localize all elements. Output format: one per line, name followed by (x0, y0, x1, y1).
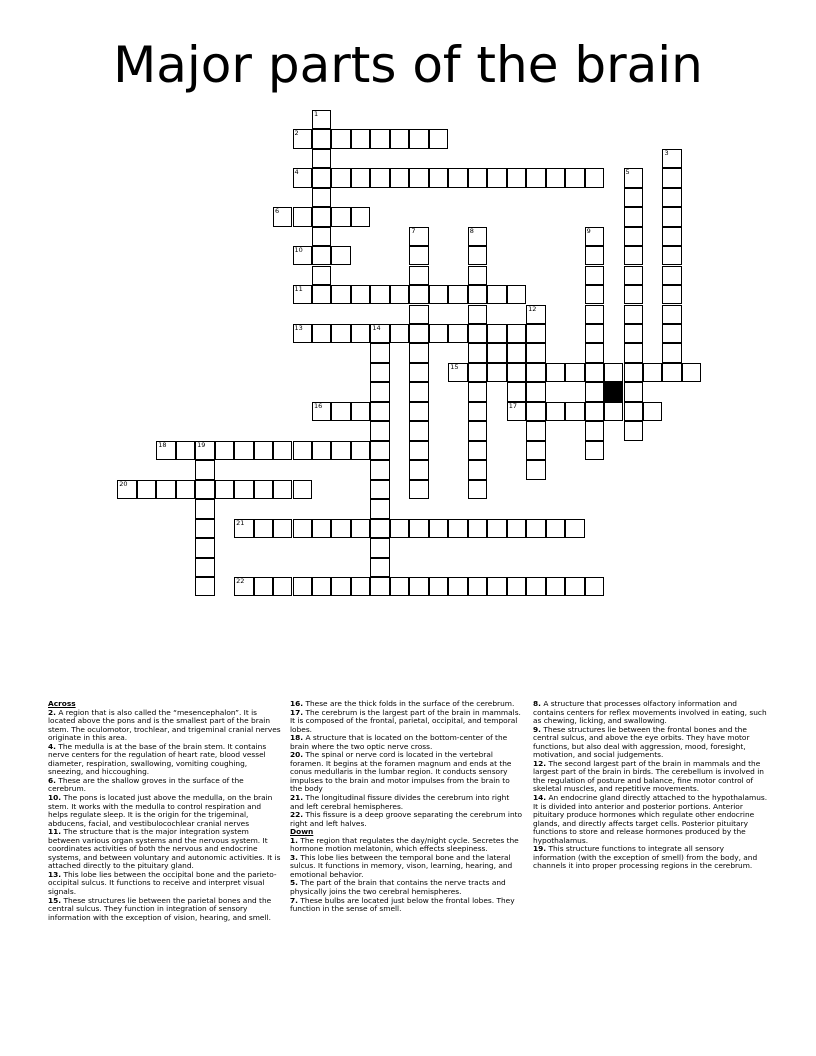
grid-cell[interactable] (331, 168, 350, 187)
grid-cell[interactable] (487, 343, 506, 362)
grid-cell[interactable] (331, 207, 350, 226)
clue-down-7: 7. These bulbs are located just below the frontal lobes. They function in the sense of smell. (290, 895, 515, 914)
grid-cell[interactable] (331, 324, 350, 343)
grid-cell[interactable] (370, 519, 389, 538)
clue-down-1: 1. The region that regulates the day/night cycle. Secretes the hormone motion melatonin, which effects sleepiness. (290, 835, 519, 854)
grid-cell[interactable] (273, 519, 292, 538)
grid-cell[interactable] (585, 266, 604, 285)
cell-number: 21 (236, 518, 245, 527)
grid-cell[interactable] (624, 207, 643, 226)
grid-cell[interactable] (468, 577, 487, 596)
grid-cell[interactable] (331, 519, 350, 538)
grid-cell[interactable] (293, 129, 312, 148)
grid-cell[interactable] (370, 558, 389, 577)
grid-cell[interactable] (370, 577, 389, 596)
cell-number: 17 (508, 401, 517, 410)
grid-cell[interactable] (176, 480, 195, 499)
grid-cell[interactable] (468, 285, 487, 304)
grid-cell[interactable] (624, 168, 643, 187)
grid-cell[interactable] (624, 324, 643, 343)
grid-cell[interactable] (351, 207, 370, 226)
grid-cell[interactable] (468, 324, 487, 343)
grid-cell[interactable] (234, 480, 253, 499)
grid-cell[interactable] (448, 363, 467, 382)
across-header: Across (48, 699, 76, 708)
cell-number: 8 (469, 226, 474, 235)
grid-cell[interactable] (273, 441, 292, 460)
grid-cell[interactable] (585, 363, 604, 382)
grid-cell[interactable] (370, 402, 389, 421)
grid-cell[interactable] (195, 558, 214, 577)
grid-cell[interactable] (370, 499, 389, 518)
clue-across-17: 17. The cerebrum is the largest part of the brain in mammals. It is composed of the frontal, parietal, occipital, and temporal lobes. (290, 707, 521, 734)
grid-cell[interactable] (526, 441, 545, 460)
grid-cell[interactable] (331, 441, 350, 460)
clue-down-14: 14. An endocrine gland directly attached to the hypothalamus. It is divided into anterior and posterior portions. Anterior pituitary produce hormones which regulate other endocrine glands, and directly affects target cells. Posterior pituitary functions to store and release hormones produced by the hypothalamus. (533, 793, 768, 845)
grid-cell[interactable] (351, 441, 370, 460)
grid-cell[interactable] (312, 168, 331, 187)
grid-cell[interactable] (585, 343, 604, 362)
grid-cell[interactable] (195, 499, 214, 518)
grid-cell[interactable] (565, 363, 584, 382)
grid-cell[interactable] (624, 421, 643, 440)
grid-cell[interactable] (662, 363, 681, 382)
grid-cell[interactable] (409, 305, 428, 324)
grid-cell[interactable] (390, 168, 409, 187)
grid-cell[interactable] (624, 188, 643, 207)
clue-down-12: 12. The second largest part of the brain in mammals and the largest part of the brain in birds. The cerebellum is involved in the regulation of posture and balance, fine motor control of skeletal muscles, and repetitive movements. (533, 758, 764, 794)
grid-cell[interactable] (662, 168, 681, 187)
grid-cell[interactable] (448, 577, 467, 596)
grid-cell[interactable] (468, 305, 487, 324)
grid-cell[interactable] (468, 343, 487, 362)
grid-cell[interactable] (370, 324, 389, 343)
grid-cell[interactable] (682, 363, 701, 382)
grid-cell[interactable] (234, 577, 253, 596)
cell-number: 9 (586, 226, 591, 235)
grid-cell[interactable] (254, 577, 273, 596)
grid-cell[interactable] (409, 227, 428, 246)
grid-cell[interactable] (662, 207, 681, 226)
grid-cell[interactable] (293, 246, 312, 265)
grid-cell[interactable] (507, 402, 526, 421)
grid-cell[interactable] (468, 460, 487, 479)
grid-cell[interactable] (429, 519, 448, 538)
grid-cell[interactable] (585, 305, 604, 324)
grid-cell[interactable] (624, 305, 643, 324)
grid-cell[interactable] (195, 441, 214, 460)
grid-cell[interactable] (507, 519, 526, 538)
grid-cell[interactable] (234, 441, 253, 460)
grid-cell[interactable] (585, 382, 604, 401)
grid-cell[interactable] (273, 480, 292, 499)
grid-cell[interactable] (137, 480, 156, 499)
grid-cell[interactable] (312, 188, 331, 207)
grid-cell[interactable] (624, 266, 643, 285)
clue-across-18: 18. A structure that is located on the bottom-center of the brain where the two optic nerve cross. (290, 733, 508, 751)
grid-cell[interactable] (409, 266, 428, 285)
grid-cell[interactable] (370, 460, 389, 479)
grid-cell[interactable] (195, 538, 214, 557)
clue-across-16: 16. These are the thick folds in the surface of the cerebrum. (290, 699, 515, 708)
clue-across-2: 2. A region that is also called the “mesencephalon”. It is located above the pons and is the smallest part of the brain stem. The oculomotor, trochlear, and trigeminal cranial nerves originate in this area. (48, 707, 281, 743)
grid-cell[interactable] (468, 480, 487, 499)
grid-cell[interactable] (624, 227, 643, 246)
grid-cell[interactable] (507, 363, 526, 382)
puzzle-title: Major parts of the brain (113, 36, 703, 94)
grid-cell[interactable] (409, 285, 428, 304)
down-header: Down (290, 827, 314, 837)
grid-cell[interactable] (156, 441, 175, 460)
grid-cell[interactable] (370, 363, 389, 382)
grid-cell[interactable] (370, 538, 389, 557)
grid-cell[interactable] (331, 577, 350, 596)
grid-cell[interactable] (468, 382, 487, 401)
clue-down-5: 5. The part of the brain that contains the nerve tracts and physically joins the two cerebral hemispheres. (290, 878, 506, 897)
grid-cell[interactable] (293, 441, 312, 460)
grid-cell[interactable] (468, 266, 487, 285)
grid-cell[interactable] (468, 227, 487, 246)
grid-cell[interactable] (409, 441, 428, 460)
grid-cell[interactable] (409, 246, 428, 265)
grid-cell[interactable] (526, 382, 545, 401)
grid-cell[interactable] (312, 227, 331, 246)
grid-cell[interactable] (507, 382, 526, 401)
grid-cell[interactable] (409, 363, 428, 382)
cell-number: 11 (294, 285, 303, 294)
grid-cell[interactable] (565, 168, 584, 187)
grid-cell[interactable] (526, 343, 545, 362)
grid-cell[interactable] (215, 480, 234, 499)
grid-cell[interactable] (409, 421, 428, 440)
cell-number: 22 (236, 577, 245, 586)
grid-cell[interactable] (546, 363, 565, 382)
grid-cell[interactable] (585, 285, 604, 304)
grid-cell[interactable] (370, 421, 389, 440)
grid-cell[interactable] (662, 246, 681, 265)
grid-cell[interactable] (487, 324, 506, 343)
grid-cell[interactable] (604, 363, 623, 382)
grid-cell[interactable] (624, 285, 643, 304)
clue-down-19: 19. This structure functions to integrate all sensory information (with the exception of smell) from the body, and channels it into proper processing regions in the cerebrum. (533, 844, 758, 871)
grid-cell[interactable] (351, 285, 370, 304)
grid-cell[interactable] (312, 519, 331, 538)
clues-column-1 (48, 700, 282, 922)
grid-cell[interactable] (526, 324, 545, 343)
grid-cell[interactable] (507, 324, 526, 343)
grid-cell[interactable] (293, 168, 312, 187)
cell-number: 1 (314, 109, 319, 118)
cell-number: 10 (294, 246, 303, 255)
grid-cell[interactable] (351, 324, 370, 343)
grid-cell[interactable] (429, 285, 448, 304)
grid-cell[interactable] (429, 577, 448, 596)
grid-cell[interactable] (293, 207, 312, 226)
grid-cell[interactable] (254, 480, 273, 499)
grid-cell[interactable] (273, 577, 292, 596)
grid-cell[interactable] (176, 441, 195, 460)
grid-cell[interactable] (546, 168, 565, 187)
grid-cell[interactable] (312, 246, 331, 265)
clues-column-2 (290, 700, 524, 914)
grid-cell[interactable] (624, 246, 643, 265)
grid-cell[interactable] (254, 519, 273, 538)
grid-cell[interactable] (662, 266, 681, 285)
grid-cell[interactable] (409, 382, 428, 401)
grid-cell[interactable] (487, 519, 506, 538)
grid-cell[interactable] (390, 129, 409, 148)
grid-cell[interactable] (448, 285, 467, 304)
grid-cell[interactable] (331, 129, 350, 148)
grid-cell[interactable] (312, 285, 331, 304)
grid-cell[interactable] (370, 343, 389, 362)
grid-cell[interactable] (409, 168, 428, 187)
grid-cell[interactable] (370, 168, 389, 187)
grid-cell[interactable] (468, 168, 487, 187)
grid-cell[interactable] (409, 519, 428, 538)
grid-cell[interactable] (526, 577, 545, 596)
grid-cell[interactable] (351, 129, 370, 148)
grid-cell[interactable] (215, 441, 234, 460)
grid-cell[interactable] (546, 519, 565, 538)
clue-across-22: 22. This fissure is a deep groove separating the cerebrum into right and left halves. (290, 810, 523, 828)
cell-number: 7 (411, 226, 416, 235)
grid-cell[interactable] (409, 480, 428, 499)
clue-across-11: 11. The structure that is the major integration system between various organ systems and the nervous system. It coordinates activities of both the nervous and endocrine systems, and between voluntary and autonomic activities. It is attached directly to the pituitary gland. (48, 827, 281, 871)
grid-cell[interactable] (409, 402, 428, 421)
grid-cell[interactable] (585, 168, 604, 187)
grid-cell[interactable] (195, 577, 214, 596)
grid-cell[interactable] (565, 577, 584, 596)
cell-number: 19 (197, 440, 206, 449)
cell-number: 16 (314, 401, 323, 410)
grid-cell[interactable] (351, 168, 370, 187)
grid-cell[interactable] (429, 168, 448, 187)
clue-across-10: 10. The pons is located just above the medulla, on the brain stem. It works with the medulla to control respiration and helps regulate sleep. It is the origin for the trigeminal, abducens, facial, and vestibulocochlear cranial nerves (48, 793, 273, 828)
grid-cell[interactable] (293, 324, 312, 343)
grid-cell[interactable] (331, 402, 350, 421)
grid-cell[interactable] (662, 305, 681, 324)
grid-cell[interactable] (312, 441, 331, 460)
grid-cell[interactable] (370, 441, 389, 460)
grid-cell[interactable] (370, 480, 389, 499)
grid-cell[interactable] (351, 577, 370, 596)
grid-cell[interactable] (624, 382, 643, 401)
grid-cell[interactable] (546, 402, 565, 421)
grid-cell[interactable] (662, 343, 681, 362)
cell-number: 20 (119, 479, 128, 488)
grid-cell[interactable] (351, 402, 370, 421)
grid-cell[interactable] (448, 519, 467, 538)
cell-number: 13 (294, 323, 303, 332)
grid-cell[interactable] (662, 285, 681, 304)
grid-cell[interactable] (448, 324, 467, 343)
grid-cell[interactable] (293, 285, 312, 304)
grid-cell[interactable] (565, 402, 584, 421)
cell-number: 3 (664, 148, 669, 157)
clue-across-13: 13. This lobe lies between the occipital bone and the parieto-occipital sulcus. It functions to receive and interpret visual signals. (48, 869, 277, 897)
grid-cell[interactable] (409, 129, 428, 148)
grid-cell[interactable] (585, 421, 604, 440)
grid-cell[interactable] (468, 519, 487, 538)
grid-cell[interactable] (487, 285, 506, 304)
clue-down-8: 8. A structure that processes olfactory information and contains centers for reflex movements involved in eating, such as chewing, licking, and swallowing. (533, 699, 767, 726)
grid-cell[interactable] (624, 343, 643, 362)
cell-number: 4 (294, 168, 299, 177)
grid-cell[interactable] (526, 519, 545, 538)
grid-cell[interactable] (604, 402, 623, 421)
clue-down-3: 3. This lobe lies between the temporal bone and the lateral sulcus. It functions in memory, vison, learning, hearing, and emotional behavior. (290, 852, 513, 879)
grid-cell[interactable] (312, 402, 331, 421)
grid-cell[interactable] (585, 402, 604, 421)
grid-cell[interactable] (293, 577, 312, 596)
grid-cell[interactable] (643, 363, 662, 382)
grid-cell[interactable] (526, 460, 545, 479)
grid-cell[interactable] (390, 285, 409, 304)
cell-number: 5 (625, 168, 630, 177)
grid-cell[interactable] (351, 519, 370, 538)
clue-across-21: 21. The longitudinal fissure divides the cerebrum into right and left cerebral hemispheres. (290, 793, 510, 811)
grid-cell[interactable] (468, 363, 487, 382)
grid-cell[interactable] (468, 246, 487, 265)
grid-cell[interactable] (526, 305, 545, 324)
grid-cell[interactable] (624, 402, 643, 421)
grid-cell[interactable] (507, 285, 526, 304)
grid-cell[interactable] (662, 227, 681, 246)
cell-number: 6 (275, 207, 280, 216)
grid-cell[interactable] (293, 519, 312, 538)
grid-cell[interactable] (585, 246, 604, 265)
grid-cell[interactable] (312, 324, 331, 343)
grid-cell[interactable] (117, 480, 136, 499)
grid-cell[interactable] (156, 480, 175, 499)
grid-cell[interactable] (507, 343, 526, 362)
grid-cell[interactable] (662, 324, 681, 343)
grid-cell[interactable] (370, 382, 389, 401)
grid-cell[interactable] (390, 519, 409, 538)
cell-number: 14 (372, 323, 381, 332)
grid-cell[interactable] (507, 168, 526, 187)
grid-cell[interactable] (195, 460, 214, 479)
grid-cell[interactable] (546, 577, 565, 596)
grid-cell[interactable] (585, 441, 604, 460)
black-cell (604, 382, 623, 401)
grid-cell[interactable] (312, 577, 331, 596)
grid-cell[interactable] (312, 149, 331, 168)
cell-number: 18 (158, 440, 167, 449)
grid-cell[interactable] (643, 402, 662, 421)
grid-cell[interactable] (526, 421, 545, 440)
grid-cell[interactable] (312, 129, 331, 148)
grid-cell[interactable] (312, 110, 331, 129)
grid-cell[interactable] (390, 577, 409, 596)
grid-cell[interactable] (331, 246, 350, 265)
clue-across-20: 20. The spinal or nerve cord is located in the vertebral foramen. It begins at the foramen magnum and ends at the conus medullaris in the lumbar region. It conducts sensory impulses to the brain and motor impulses from the brain to the body (290, 750, 512, 794)
clues-column-3 (533, 700, 769, 871)
grid-cell[interactable] (195, 480, 214, 499)
grid-cell[interactable] (487, 363, 506, 382)
grid-cell[interactable] (370, 285, 389, 304)
grid-cell[interactable] (429, 324, 448, 343)
grid-cell[interactable] (662, 149, 681, 168)
grid-cell[interactable] (273, 207, 292, 226)
grid-cell[interactable] (585, 577, 604, 596)
grid-cell[interactable] (448, 168, 467, 187)
clue-down-9: 9. These structures lie between the frontal bones and the central sulcus, and above the eye orbits. They have motor functions, but also deal with aggression, mood, foresight, motivation, and social judgements. (533, 724, 750, 760)
grid-cell[interactable] (526, 402, 545, 421)
grid-cell[interactable] (429, 129, 448, 148)
grid-cell[interactable] (624, 363, 643, 382)
grid-cell[interactable] (565, 519, 584, 538)
grid-cell[interactable] (468, 402, 487, 421)
cell-number: 15 (450, 362, 459, 371)
grid-cell[interactable] (468, 441, 487, 460)
grid-cell[interactable] (409, 460, 428, 479)
grid-cell[interactable] (409, 343, 428, 362)
grid-cell[interactable] (312, 266, 331, 285)
grid-cell[interactable] (234, 519, 253, 538)
grid-cell[interactable] (293, 480, 312, 499)
cell-number: 2 (294, 129, 299, 138)
grid-cell[interactable] (331, 285, 350, 304)
grid-cell[interactable] (254, 441, 273, 460)
grid-cell[interactable] (662, 188, 681, 207)
grid-cell[interactable] (585, 227, 604, 246)
clue-across-15: 15. These structures lie between the parietal bones and the central sulcus. They function in integration of sensory information with the exception of vision, hearing, and smell. (48, 895, 272, 922)
grid-cell[interactable] (409, 324, 428, 343)
grid-cell[interactable] (526, 168, 545, 187)
grid-cell[interactable] (585, 324, 604, 343)
grid-cell[interactable] (487, 577, 506, 596)
grid-cell[interactable] (390, 324, 409, 343)
clue-across-4: 4. The medulla is at the base of the brain stem. It contains nerve centers for the regulation of heart rate, blood vessel diameter, respiration, swallowing, vomiting coughing, sneezing, and hiccoughing. (48, 741, 267, 777)
grid-cell[interactable] (487, 168, 506, 187)
cell-number: 12 (528, 304, 537, 313)
clue-across-6: 6. These are the shallow groves in the surface of the cerebrum. (48, 775, 244, 794)
grid-cell[interactable] (507, 577, 526, 596)
grid-cell[interactable] (526, 363, 545, 382)
grid-cell[interactable] (312, 207, 331, 226)
grid-cell[interactable] (468, 421, 487, 440)
grid-cell[interactable] (370, 129, 389, 148)
grid-cell[interactable] (409, 577, 428, 596)
grid-cell[interactable] (195, 519, 214, 538)
